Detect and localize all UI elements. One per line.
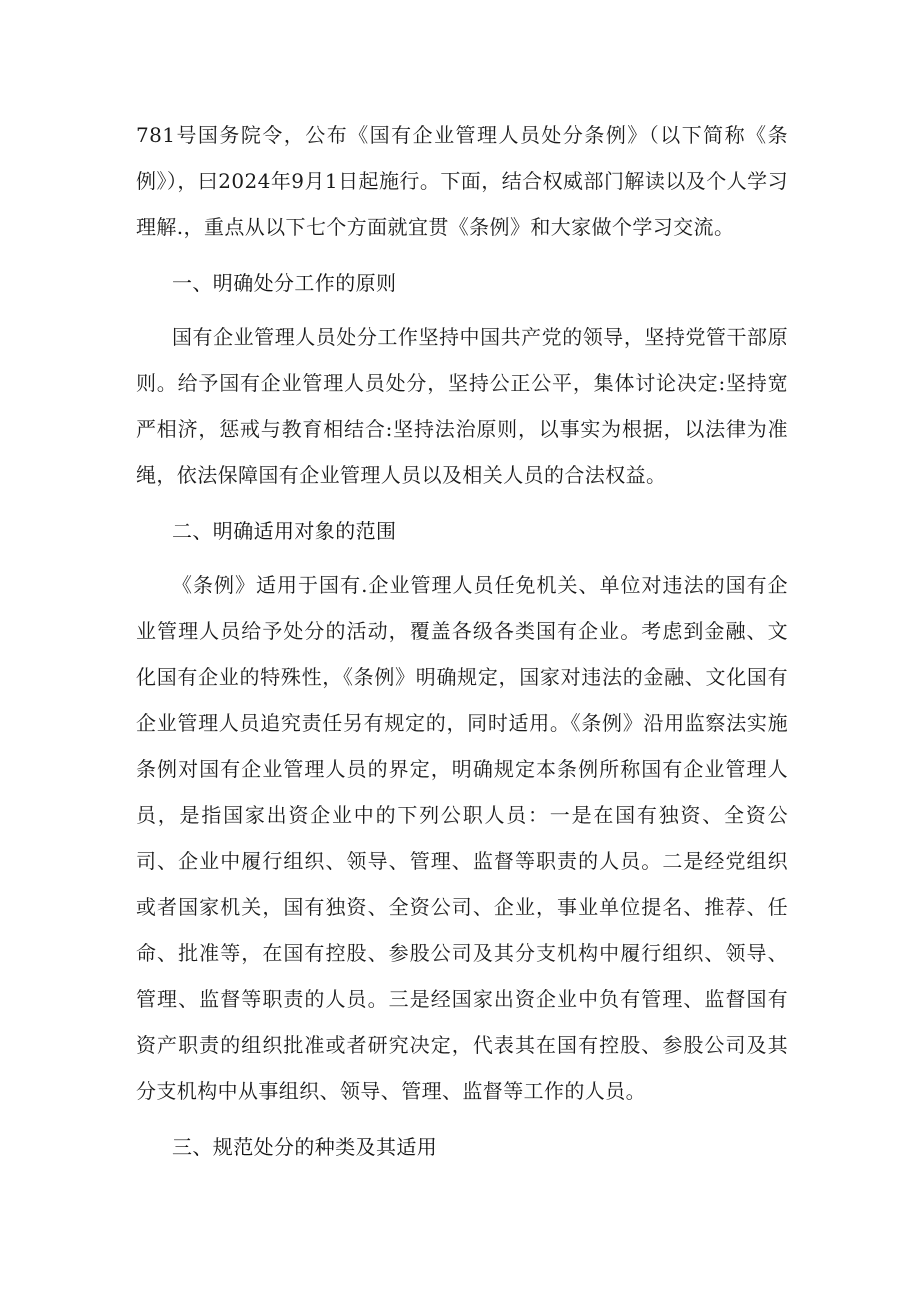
document-body <box>136 112 788 1178</box>
section-2-paragraph: 《条例》适用于国有.企业管理人员任免机关、单位对违法的国有企业管理人员给予处分的活动，覆盖各级各类国有企业。考虑到金融、文化国有企业的特殊性，《条例》明确规定，国家对违法的金融、文化国有企业管理人员追究责任另有规定的，同时适用。《条例》沿用监察法实施条例对国有企业管理人员的界定，明确规定本条例所称国有企业管理人员，是指国家出资企业中的下列公职人员：一是在国有独资、全资公司、企业中履行组织、领导、管理、监督等职责的人员。二是经党组织或者国家机关，国有独资、全资公司、企业，事业单位提名、推荐、任命、批准等，在国有控股、参股公司及其分支机构中履行组织、领导、管理、监督等职责的人员。三是经国家出资企业中负有管理、监督国有资产职责的组织批准或者研究决定，代表其在国有控股、参股公司及其分支机构中从事组织、领导、管理、监督等工作的人员。 <box>136 573 788 1103</box>
intro-paragraph: 781号国务院令，公布《国有企业管理人员处分条例》（以下简称《条例》），曰2024年9月1日起施行。下面，结合权威部门解读以及个人学习理解.，重点从以下七个方面就宜贯《条例》和大家做个学习交流。 <box>136 123 788 239</box>
section-heading-1: 一、明确处分工作的原则 <box>172 271 397 295</box>
section-heading-2: 二、明确适用对象的范围 <box>172 519 397 543</box>
section-heading-3: 三、规范处分的种类及其适用 <box>172 1135 438 1159</box>
section-1-paragraph: 国有企业管理人员处分工作坚持中国共产党的领导，坚持党管干部原则。给予国有企业管理人员处分，坚持公正公平，集体讨论决定:坚持宽严相济，惩戒与教育相结合:坚持法治原则，以事实为根据，以法律为准绳，依法保障国有企业管理人员以及相关人员的合法权益。 <box>136 325 788 487</box>
